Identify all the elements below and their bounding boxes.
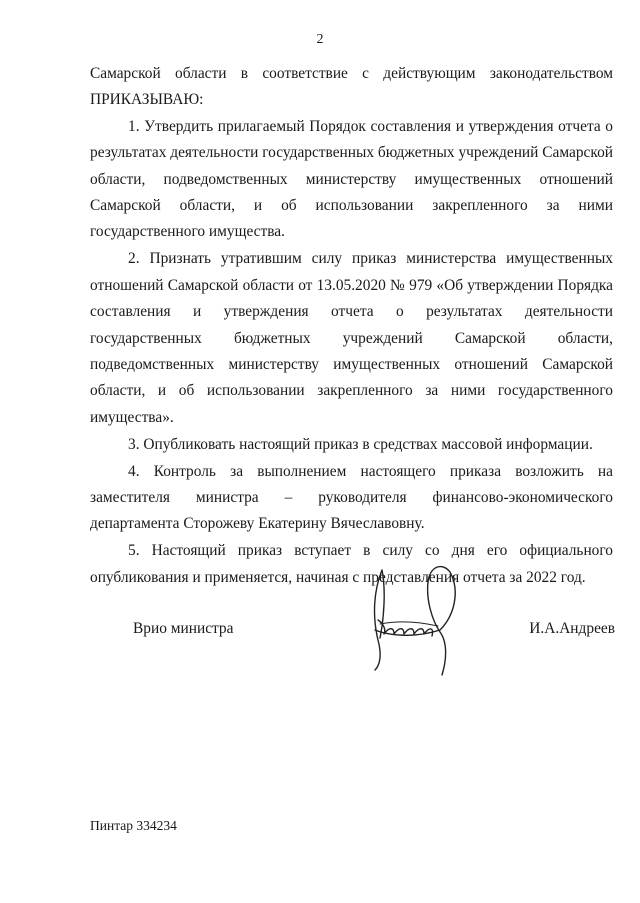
order-keyword: ПРИКАЗЫВАЮ: — [90, 91, 204, 109]
order-item-4: 4. Контроль за выполнением настоящего приказа возложить на заместителя министра – руководителя финансово-экономического департамента Сторожеву Екатерину Вячеславовну. — [90, 462, 613, 533]
order-item-1: 1. Утвердить прилагаемый Порядок составления и утверждения отчета о результатах деятельности государственных бюджетных учреждений Самарской области, подведомственных министерству имущественных отношений Самарской области, и об использовании закрепленного за ними государственного имущества. — [90, 117, 613, 241]
document-body — [90, 61, 613, 591]
intro-line: Самарской области в соответствие с действующим законодательством — [90, 65, 613, 82]
order-item-2: 2. Признать утратившим силу приказ министерства имущественных отношений Самарской области от 13.05.2020 № 979 «Об утверждении Порядка составления и утверждения отчета о результатах деятельности государственных бюджетных учреждений Самарской области, подведомственных министерству имущественных отношений Самарской области, и об использовании закрепленного за ними государственного имущества». — [90, 250, 613, 426]
order-item-5: 5. Настоящий приказ вступает в силу со дня его официального опубликования и применяется, начиная с представления отчета за 2022 год. — [90, 542, 613, 586]
handwritten-signature — [360, 560, 470, 690]
signatory-name: И.А.Андреев — [529, 620, 615, 637]
signature-block — [0, 620, 640, 644]
signatory-position: Врио министра — [133, 620, 234, 637]
order-item-3: 3. Опубликовать настоящий приказ в средствах массовой информации. — [128, 435, 593, 453]
footer-code: Пинтар 334234 — [90, 818, 177, 833]
page-number: 2 — [316, 32, 324, 47]
